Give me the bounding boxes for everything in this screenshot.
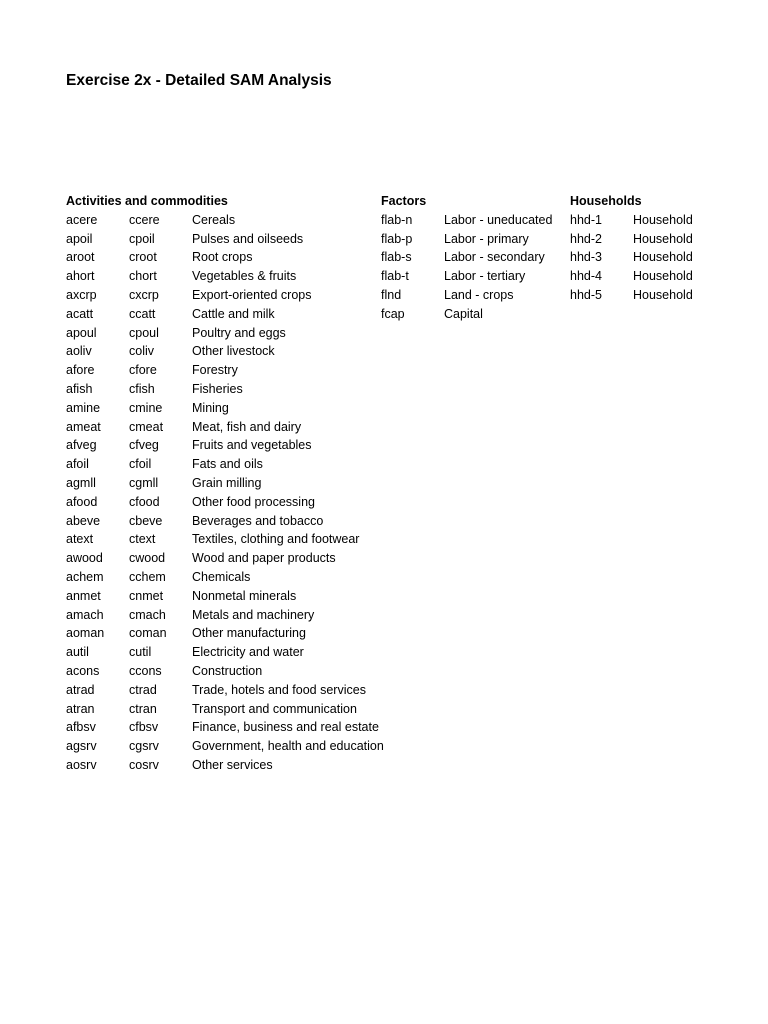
description-cell: Wood and paper products — [192, 551, 336, 566]
commodity-code-cell: cmine — [129, 400, 163, 415]
factors-section — [381, 192, 566, 324]
description-cell: Chemicals — [192, 569, 251, 584]
description-cell: Forestry — [192, 363, 238, 378]
description-cell: Other food processing — [192, 494, 315, 509]
commodity-code-cell: cgmll — [129, 475, 159, 490]
commodity-code-cell: cfish — [129, 381, 155, 396]
code-cell: flab-n — [381, 212, 413, 227]
commodity-code-cell: ccatt — [129, 306, 156, 321]
code-cell: anmet — [66, 588, 101, 603]
activity-row — [66, 324, 376, 343]
activity-row — [66, 549, 376, 568]
code-cell: acons — [66, 663, 100, 678]
description-cell: Transport and communication — [192, 701, 357, 716]
activity-row — [66, 418, 376, 437]
activity-row — [66, 248, 376, 267]
description-cell: Cereals — [192, 212, 236, 227]
description-cell: Labor - uneducated — [444, 212, 553, 227]
code-cell: fcap — [381, 306, 405, 321]
commodity-code-cell: ccons — [129, 663, 162, 678]
commodity-code-cell: cnmet — [129, 588, 164, 603]
description-cell: Beverages and tobacco — [192, 513, 324, 528]
code-cell: afoil — [66, 457, 89, 472]
code-cell: atrad — [66, 682, 95, 697]
activity-row — [66, 380, 376, 399]
code-cell: hhd-3 — [570, 250, 602, 265]
factors-rows — [381, 211, 566, 324]
description-cell: Root crops — [192, 250, 253, 265]
activity-row — [66, 568, 376, 587]
description-cell: Household — [633, 231, 693, 246]
description-cell: Labor - primary — [444, 231, 529, 246]
description-cell: Textiles, clothing and footwear — [192, 532, 360, 547]
description-cell: Meat, fish and dairy — [192, 419, 302, 434]
commodity-code-cell: ctext — [129, 532, 156, 547]
activity-row — [66, 700, 376, 719]
activities-rows — [66, 211, 384, 775]
description-cell: Land - crops — [444, 287, 514, 302]
code-cell: hhd-2 — [570, 231, 602, 246]
activity-row — [66, 624, 376, 643]
code-cell: atran — [66, 701, 95, 716]
page-title: Exercise 2x - Detailed SAM Analysis — [66, 72, 332, 89]
activities-commodities-section — [66, 192, 384, 775]
code-cell: aoman — [66, 626, 105, 641]
commodity-code-cell: cfoil — [129, 457, 152, 472]
code-cell: awood — [66, 551, 103, 566]
description-cell: Fisheries — [192, 381, 243, 396]
description-cell: Grain milling — [192, 475, 262, 490]
description-cell: Labor - tertiary — [444, 269, 526, 284]
code-cell: afood — [66, 494, 98, 509]
code-cell: acere — [66, 212, 98, 227]
activity-row — [66, 286, 376, 305]
factor-row — [381, 267, 566, 286]
households-section — [570, 192, 700, 305]
commodity-code-cell: cxcrp — [129, 287, 159, 302]
activity-row — [66, 361, 376, 380]
description-cell: Construction — [192, 663, 263, 678]
activity-row — [66, 211, 376, 230]
code-cell: apoil — [66, 231, 93, 246]
code-cell: agsrv — [66, 739, 97, 754]
activity-row — [66, 493, 376, 512]
activity-row — [66, 756, 376, 775]
description-cell: Fats and oils — [192, 457, 263, 472]
commodity-code-cell: cfood — [129, 494, 160, 509]
description-cell: Trade, hotels and food services — [192, 682, 366, 697]
code-cell: flab-s — [381, 250, 412, 265]
description-cell: Nonmetal minerals — [192, 588, 297, 603]
household-row — [570, 211, 700, 230]
activity-row — [66, 342, 376, 361]
commodity-code-cell: cfore — [129, 363, 157, 378]
description-cell: Other livestock — [192, 344, 275, 359]
code-cell: abeve — [66, 513, 101, 528]
description-cell: Vegetables & fruits — [192, 269, 297, 284]
commodity-code-cell: croot — [129, 250, 157, 265]
commodity-code-cell: cbeve — [129, 513, 163, 528]
code-cell: acatt — [66, 306, 94, 321]
code-cell: amach — [66, 607, 104, 622]
description-cell: Poultry and eggs — [192, 325, 286, 340]
code-cell: flnd — [381, 287, 402, 302]
factor-row — [381, 211, 566, 230]
code-cell: aroot — [66, 250, 95, 265]
activity-row — [66, 512, 376, 531]
description-cell: Household — [633, 250, 693, 265]
commodity-code-cell: cgsrv — [129, 739, 159, 754]
code-cell: hhd-1 — [570, 212, 602, 227]
code-cell: achem — [66, 569, 104, 584]
household-row — [570, 267, 700, 286]
description-cell: Pulses and oilseeds — [192, 231, 304, 246]
code-cell: apoul — [66, 325, 97, 340]
activity-row — [66, 399, 376, 418]
households-heading: Households — [570, 194, 642, 208]
description-cell: Household — [633, 269, 693, 284]
commodity-code-cell: cpoil — [129, 231, 155, 246]
activity-row — [66, 305, 376, 324]
description-cell: Government, health and education — [192, 739, 384, 754]
commodity-code-cell: cmach — [129, 607, 166, 622]
activity-row — [66, 662, 376, 681]
commodity-code-cell: coliv — [129, 344, 155, 359]
commodity-code-cell: ctrad — [129, 682, 157, 697]
activity-row — [66, 587, 376, 606]
activity-row — [66, 436, 376, 455]
code-cell: hhd-5 — [570, 287, 602, 302]
code-cell: agmll — [66, 475, 96, 490]
households-rows — [570, 211, 700, 305]
description-cell: Cattle and milk — [192, 306, 275, 321]
commodity-code-cell: cosrv — [129, 757, 159, 772]
code-cell: afore — [66, 363, 95, 378]
code-cell: ameat — [66, 419, 101, 434]
description-cell: Mining — [192, 400, 229, 415]
description-cell: Other services — [192, 757, 273, 772]
activity-row — [66, 474, 376, 493]
factor-row — [381, 305, 566, 324]
household-row — [570, 230, 700, 249]
commodity-code-cell: coman — [129, 626, 167, 641]
code-cell: aosrv — [66, 757, 97, 772]
commodity-code-cell: ctran — [129, 701, 157, 716]
description-cell: Labor - secondary — [444, 250, 545, 265]
code-cell: axcrp — [66, 287, 97, 302]
activity-row — [66, 267, 376, 286]
code-cell: afveg — [66, 438, 97, 453]
household-row — [570, 248, 700, 267]
code-cell: flab-t — [381, 269, 409, 284]
code-cell: afish — [66, 381, 93, 396]
code-cell: aoliv — [66, 344, 92, 359]
commodity-code-cell: cpoul — [129, 325, 159, 340]
commodity-code-cell: cmeat — [129, 419, 164, 434]
code-cell: afbsv — [66, 720, 96, 735]
activity-row — [66, 643, 376, 662]
code-cell: hhd-4 — [570, 269, 602, 284]
description-cell: Fruits and vegetables — [192, 438, 312, 453]
activity-row — [66, 737, 384, 756]
commodity-code-cell: cutil — [129, 645, 152, 660]
activity-row — [66, 455, 376, 474]
activity-row — [66, 718, 379, 737]
activity-row — [66, 530, 376, 549]
code-cell: autil — [66, 645, 89, 660]
code-cell: ahort — [66, 269, 95, 284]
commodity-code-cell: ccere — [129, 212, 160, 227]
factor-row — [381, 286, 566, 305]
household-row — [570, 286, 700, 305]
description-cell: Other manufacturing — [192, 626, 306, 641]
commodity-code-cell: cwood — [129, 551, 166, 566]
description-cell: Household — [633, 212, 693, 227]
code-cell: atext — [66, 532, 94, 547]
activity-row — [66, 681, 376, 700]
description-cell: Export-oriented crops — [192, 287, 312, 302]
code-cell: amine — [66, 400, 101, 415]
description-cell: Household — [633, 287, 693, 302]
factor-row — [381, 248, 566, 267]
factors-heading: Factors — [381, 194, 427, 208]
description-cell: Metals and machinery — [192, 607, 315, 622]
commodity-code-cell: cchem — [129, 569, 166, 584]
activities-heading: Activities and commodities — [66, 194, 228, 208]
factor-row — [381, 230, 566, 249]
code-cell: flab-p — [381, 231, 413, 246]
description-cell: Finance, business and real estate — [192, 720, 379, 735]
description-cell: Electricity and water — [192, 645, 304, 660]
commodity-code-cell: chort — [129, 269, 157, 284]
activity-row — [66, 230, 376, 249]
commodity-code-cell: cfveg — [129, 438, 159, 453]
description-cell: Capital — [444, 306, 483, 321]
activity-row — [66, 606, 376, 625]
commodity-code-cell: cfbsv — [129, 720, 159, 735]
